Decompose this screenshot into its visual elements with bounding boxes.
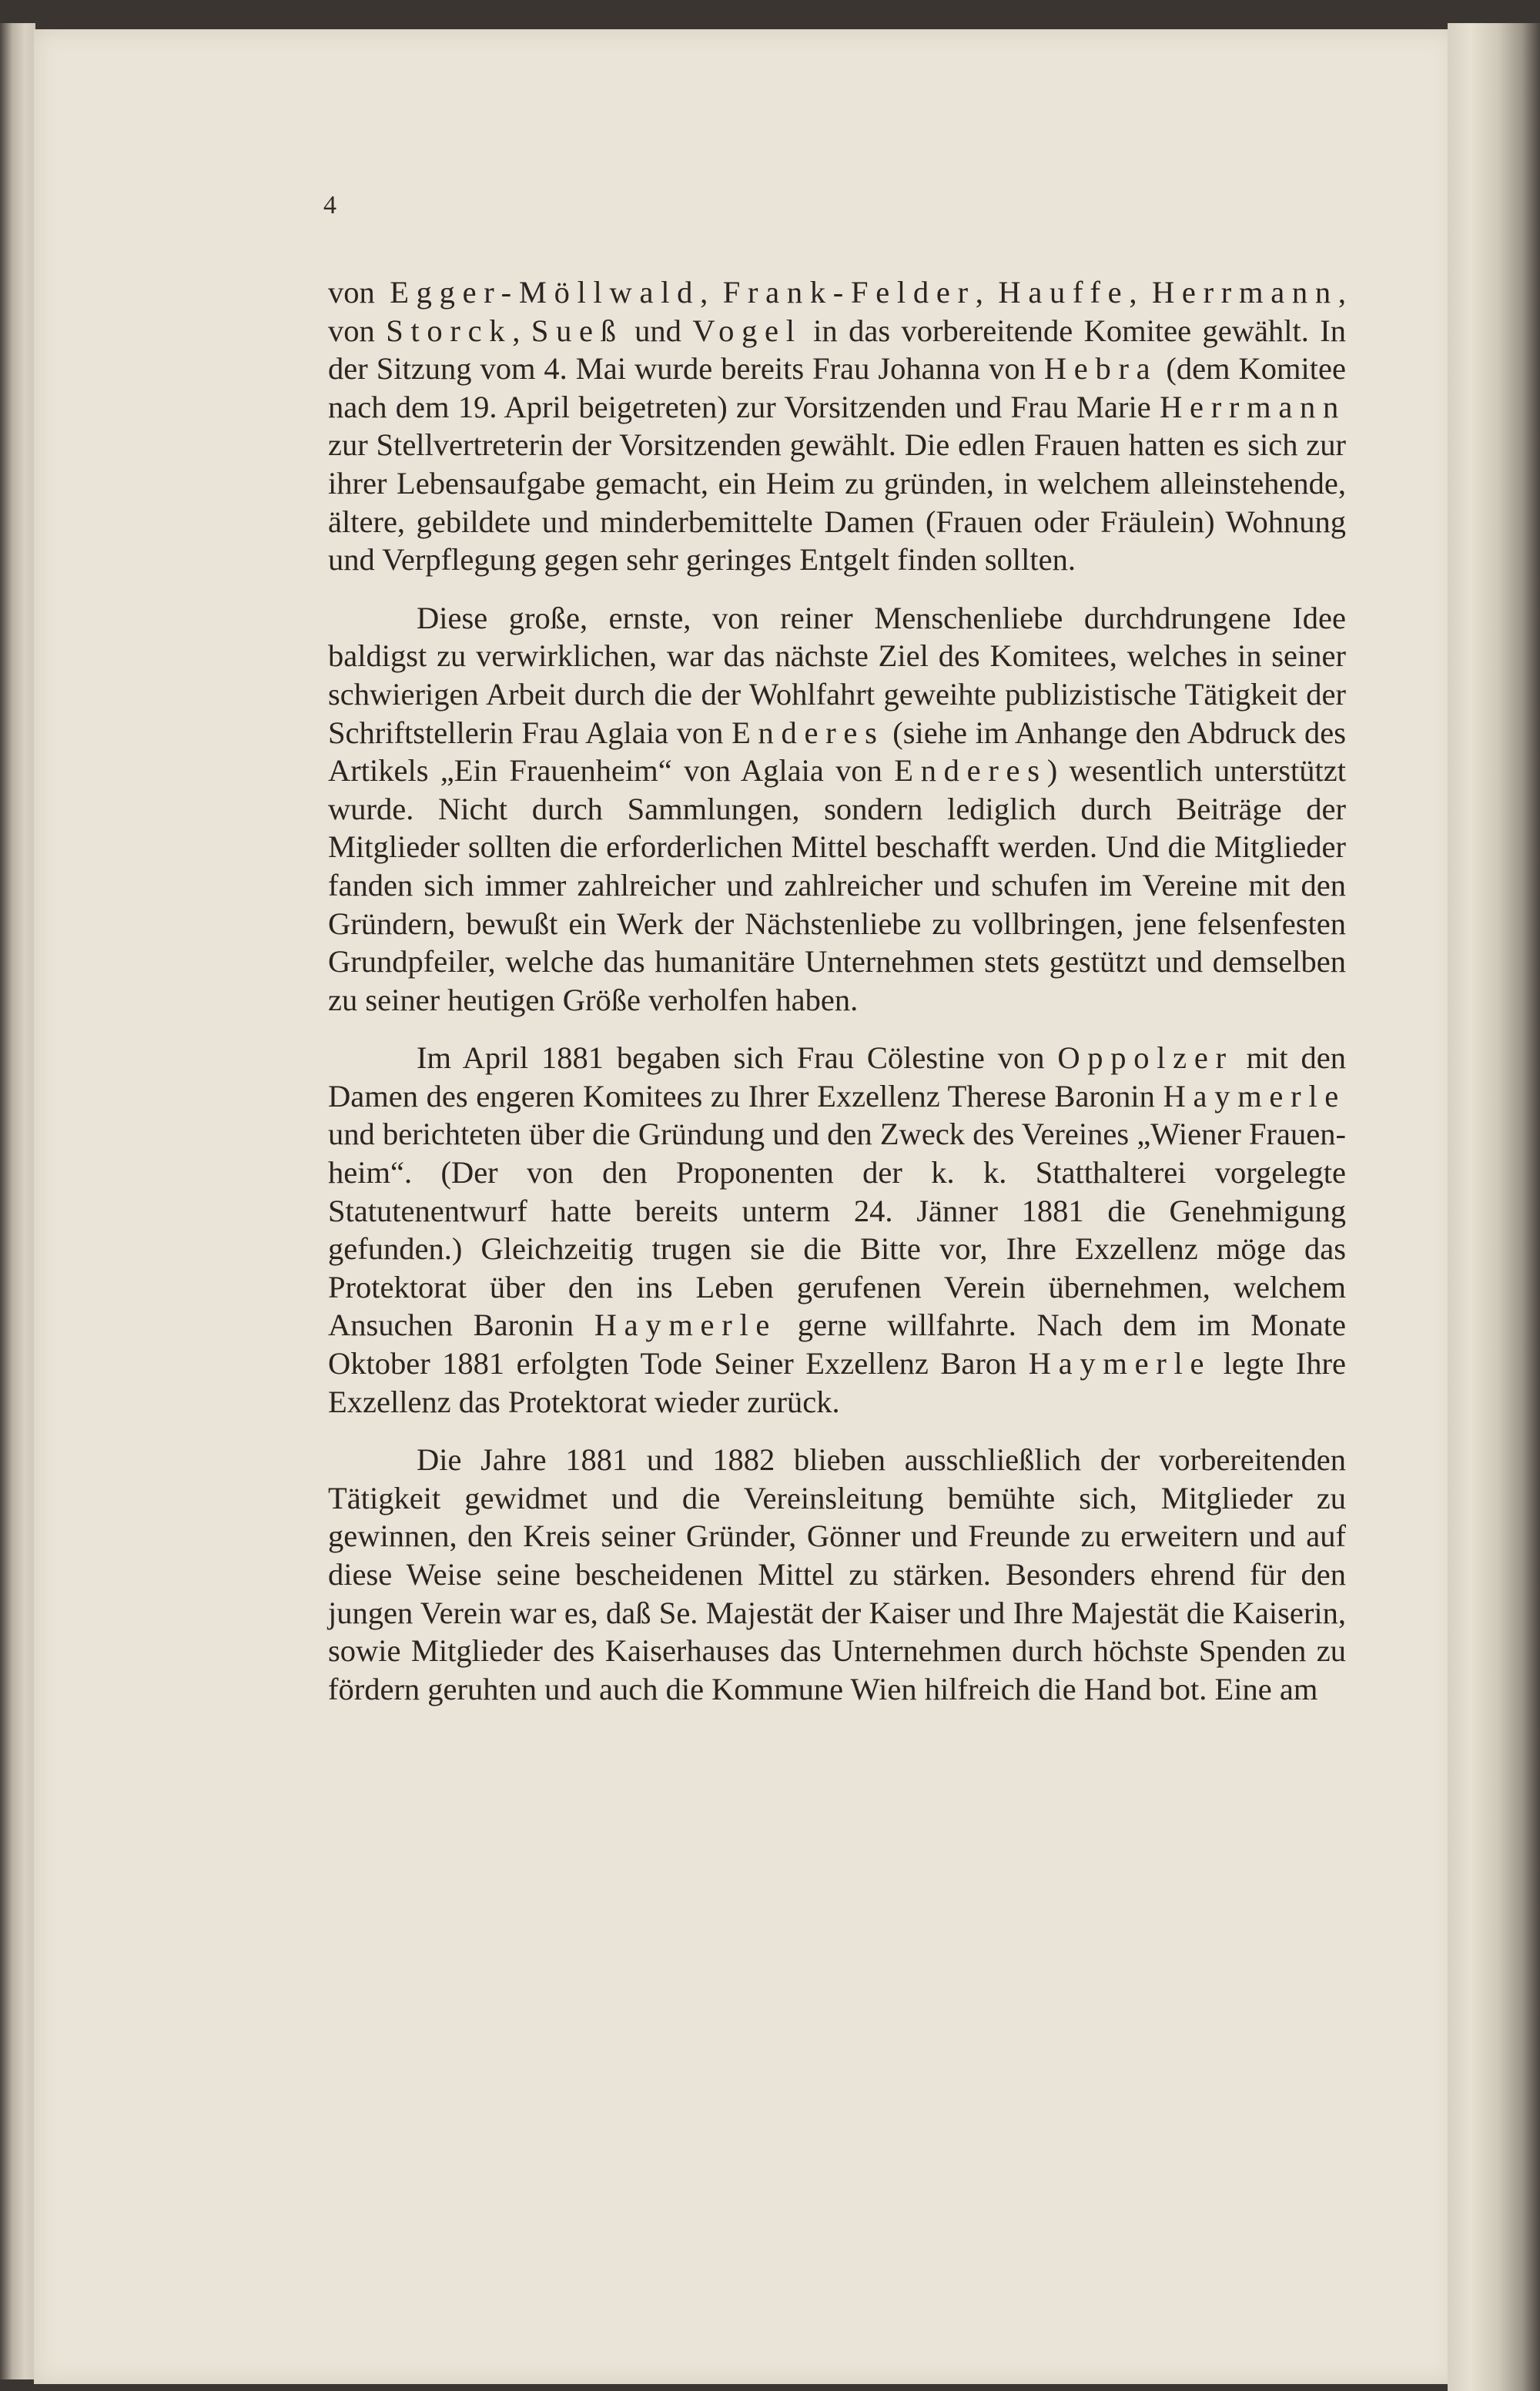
text-run: legte Ihre Exzellenz das Protektorat wieder zurück.: [328, 1346, 1347, 1419]
text-run: mit den Damen des engeren Komitees zu Ihrer Exzellenz Therese Baronin: [328, 1040, 1346, 1113]
spaced-name: Oppolzer: [1057, 1040, 1234, 1076]
spaced-name: Enderes: [894, 753, 1047, 789]
text-run: (dem Komitee nach dem 19. April beigetreten) zur Vorsitzenden und Frau Marie: [328, 351, 1347, 424]
spaced-name: Haymerle: [1028, 1346, 1212, 1381]
text-run: in das vorbereitende Komitee gewählt. In der Sitzung vom 4. Mai wurde bereits Frau Johanna von: [328, 313, 1347, 387]
paragraph: [328, 599, 1346, 1020]
spaced-name: Haymerle: [1163, 1078, 1346, 1113]
spaced-name: Frank-Felder: [722, 275, 976, 310]
spaced-name: Egger-Möllwald: [390, 275, 701, 310]
text-run: zur Stellvertreterin der Vorsitzenden gewählt. Die edlen Frauen hatten es sich zur ihrer Lebensaufgabe gemacht, ein Heim zu gründen, in welchem alleinstehende, ältere, gebildete und minderbemittelte Damen (Frauen oder Fräulein) Wohnung und Verpflegung gegen sehr geringes Entgelt finden sollten.: [328, 427, 1346, 578]
spaced-name: Storck: [386, 313, 513, 348]
text-run: ,: [975, 275, 999, 310]
paragraph: [328, 1441, 1346, 1708]
page-number: 4: [323, 191, 337, 219]
spaced-name: Hebra: [1043, 351, 1158, 387]
text-run: ,: [1129, 275, 1152, 310]
text-run: Im April 1881 begaben sich Frau Cölestine von: [417, 1040, 1058, 1076]
spaced-name: Sueß: [531, 313, 624, 348]
text-run: ,: [512, 313, 531, 348]
text-run: , von: [328, 275, 1346, 348]
page-binding-edge: [0, 23, 35, 2379]
spaced-name: Haymerle: [594, 1308, 778, 1343]
spaced-name: Herrmann: [1160, 389, 1346, 424]
paragraph: [328, 1039, 1346, 1421]
paragraph: [328, 273, 1346, 579]
text-run: (siehe im Anhange den Abdruck des Artikels „Ein Frauenheim“ von Aglaia von: [328, 715, 1346, 789]
text-run: und: [623, 313, 693, 348]
body-text: [328, 273, 1346, 1728]
text-run: und berichteten über die Gründung und den Zweck des Vereines „Wiener Frauenheim“. (Der von den Proponenten der k. k. Statthalterei vorgelegte Statutenentwurf hatte bereits unterm 24. Jänner 1881 die Genehmigung gefunden.) Gleichzeitig trugen sie die Bitte vor, Ihre Exzellenz möge das Protektorat über den ins Leben gerufenen Verein übernehmen, welchem Ansuchen Baronin: [328, 1117, 1346, 1343]
text-run: Die Jahre 1881 und 1882 blieben ausschließlich der vorbereitenden Tätigkeit gewidmet und die Vereinsleitung bemühte sich, Mitglieder zu gewinnen, den Kreis seiner Gründer, Gönner und Freunde zu erweitern und auf diese Weise seine bescheidenen Mittel zu stärken. Besonders ehrend für den jungen Verein war es, daß Se. Majestät der Kaiser und Ihre Majestät die Kaiserin, sowie Mitglieder des Kaiserhauses das Unternehmen durch höchste Spenden zu fördern geruhten und auch die Kommune Wien hilfreich die Hand bot. Eine am: [328, 1442, 1346, 1706]
spaced-name: Herrmann: [1151, 275, 1338, 310]
spaced-name: Vogel: [692, 313, 802, 348]
text-run: ,: [700, 275, 723, 310]
spaced-name: Enderes: [732, 715, 885, 750]
text-run: von: [328, 275, 390, 310]
text-run: gerne willfahrte. Nach dem im Monate Oktober 1881 erfolgten Tode Seiner Exzellenz Baron: [328, 1308, 1346, 1381]
text-run: ) wesentlich unterstützt wurde. Nicht durch Sammlungen, sondern lediglich durch Beiträge der Mitglieder sollten die erforderlichen Mittel beschafft werden. Und die Mitglieder fanden sich immer zahlreicher und zahlreicher und schufen im Vereine mit den Gründern, bewußt ein Werk der Nächstenliebe zu vollbringen, jene felsenfesten Grundpfeiler, welche das humanitäre Unternehmen stets gestützt und demselben zu seiner heutigen Größe verholfen haben.: [328, 753, 1346, 1017]
text-run: Diese große, ernste, von reiner Menschenliebe durchdrungene Idee baldigst zu verwirklichen, war das nächste Ziel des Komitees, welches in seiner schwierigen Arbeit durch die der Wohlfahrt geweihte publizistische Tätigkeit der Schriftstellerin Frau Aglaia von: [328, 600, 1346, 750]
spaced-name: Hauffe: [998, 275, 1130, 310]
page-right-edge: [1448, 23, 1540, 2391]
